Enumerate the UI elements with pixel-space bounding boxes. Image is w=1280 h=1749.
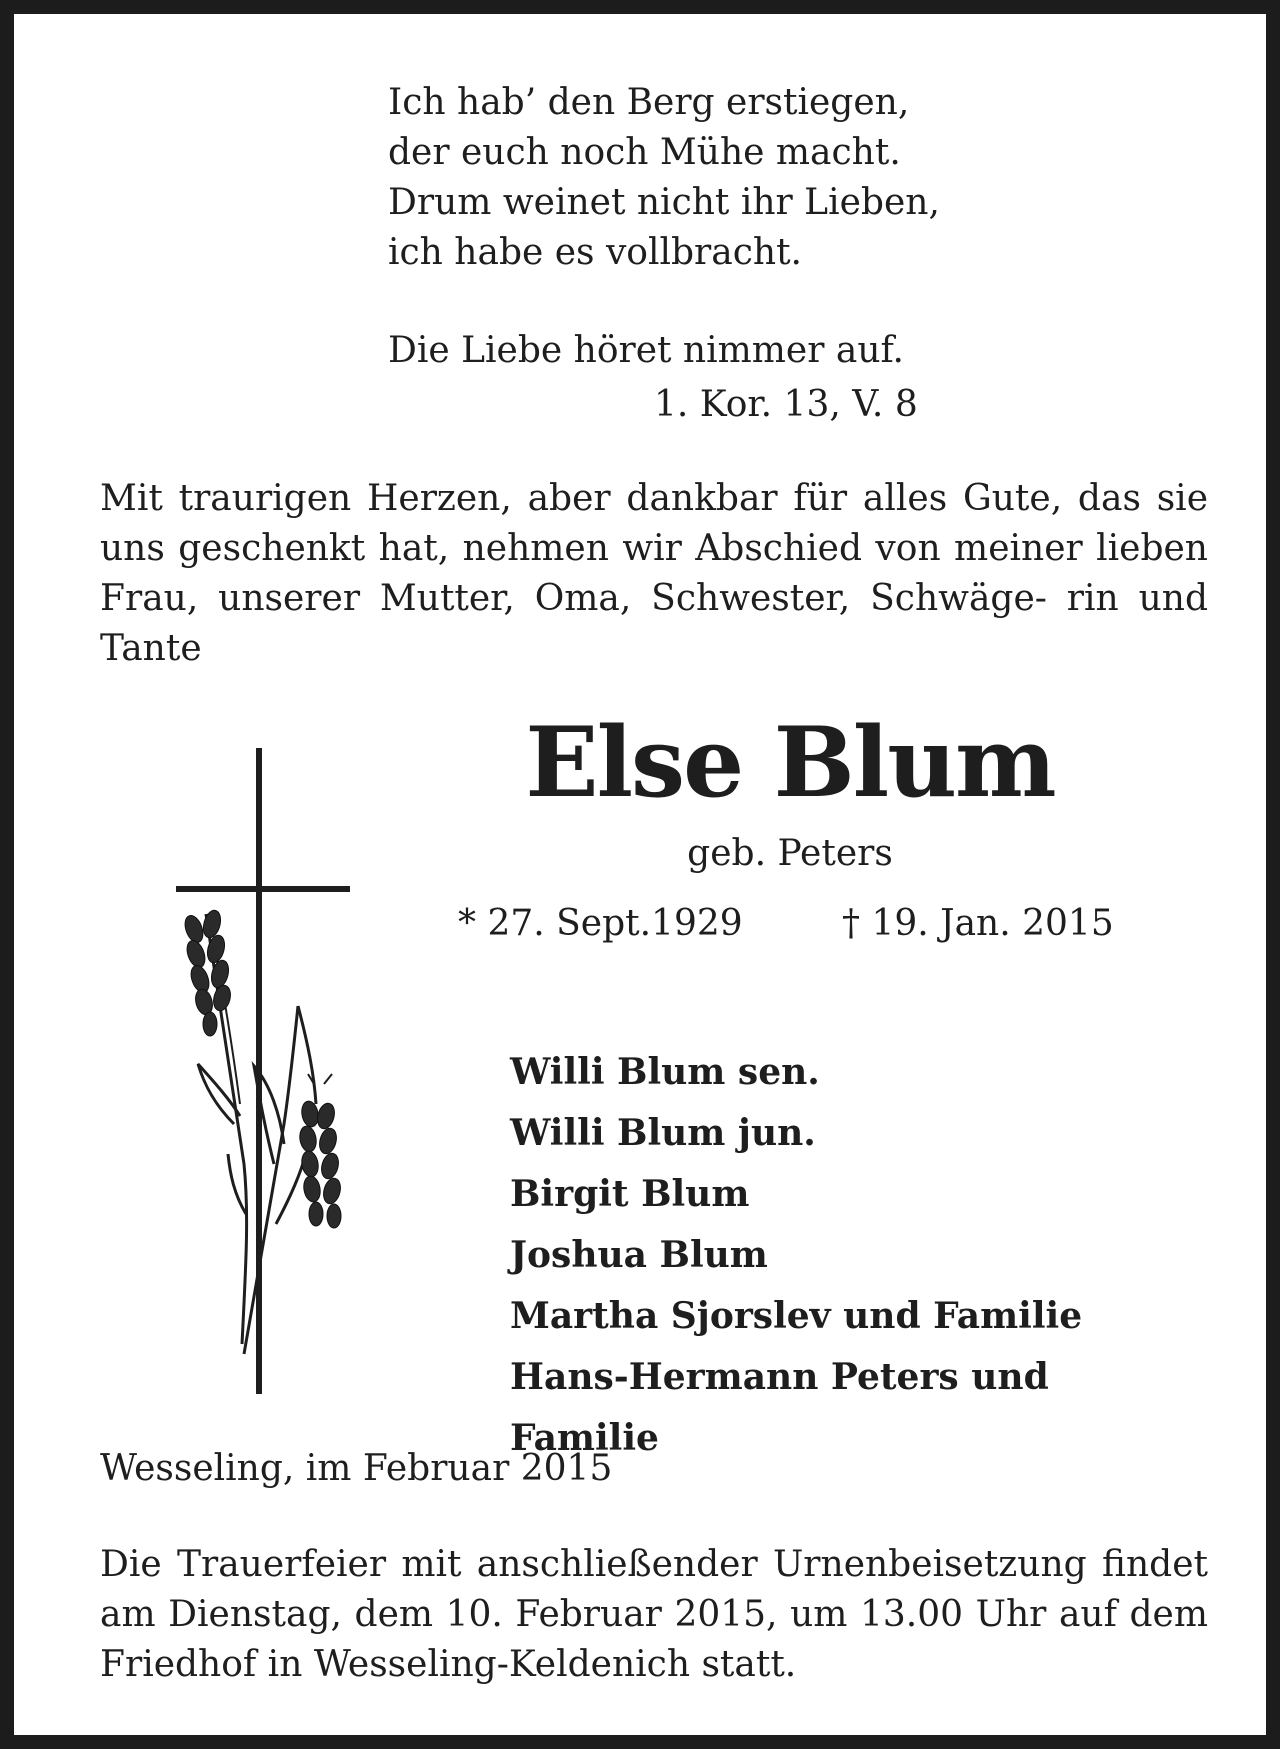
- maiden-name: geb. Peters: [687, 833, 893, 874]
- mourner-item: Joshua Blum: [510, 1234, 768, 1276]
- birth-date: * 27. Sept.1929: [458, 903, 743, 944]
- mourner-item: Birgit Blum: [510, 1173, 750, 1215]
- place-and-date: Wesseling, im Februar 2015: [100, 1448, 613, 1489]
- mourner-item: Willi Blum sen.: [510, 1051, 820, 1093]
- mourner-item: Willi Blum jun.: [510, 1112, 816, 1154]
- deceased-name: Else Blum: [525, 706, 1055, 819]
- bible-quote: Die Liebe höret nimmer auf.: [388, 330, 904, 371]
- poem: [388, 78, 1108, 376]
- mourner-item: Martha Sjorslev und Familie: [510, 1295, 1083, 1337]
- death-date: † 19. Jan. 2015: [842, 903, 1114, 944]
- poem-line: Ich hab’ den Berg erstiegen,: [388, 82, 910, 123]
- cross-with-wheat-icon: [164, 744, 384, 1408]
- poem-line: ich habe es vollbracht.: [388, 232, 802, 273]
- mourner-item: Hans-Hermann Peters und Familie: [510, 1356, 1049, 1459]
- intro-text: Mit traurigen Herzen, aber dankbar für alles Gute, das sie uns geschenkt hat, nehmen wir Abschied von meiner lieben Frau, unserer Mutter, Oma, Schwester, Schwäge- rin und Tante: [100, 478, 1208, 669]
- mourners-list: [510, 1042, 1210, 1469]
- poem-line: der euch noch Mühe macht.: [388, 132, 901, 173]
- stanza-gap: [388, 278, 1108, 326]
- ceremony-text: Die Trauerfeier mit anschließender Urnenbeisetzung findet am Dienstag, dem 10. Februar 2015, um 13.00 Uhr auf dem Friedhof in Wesseling-Keldenich statt.: [100, 1544, 1208, 1685]
- poem-line: Drum weinet nicht ihr Lieben,: [388, 182, 940, 223]
- bible-reference: 1. Kor. 13, V. 8: [654, 384, 918, 425]
